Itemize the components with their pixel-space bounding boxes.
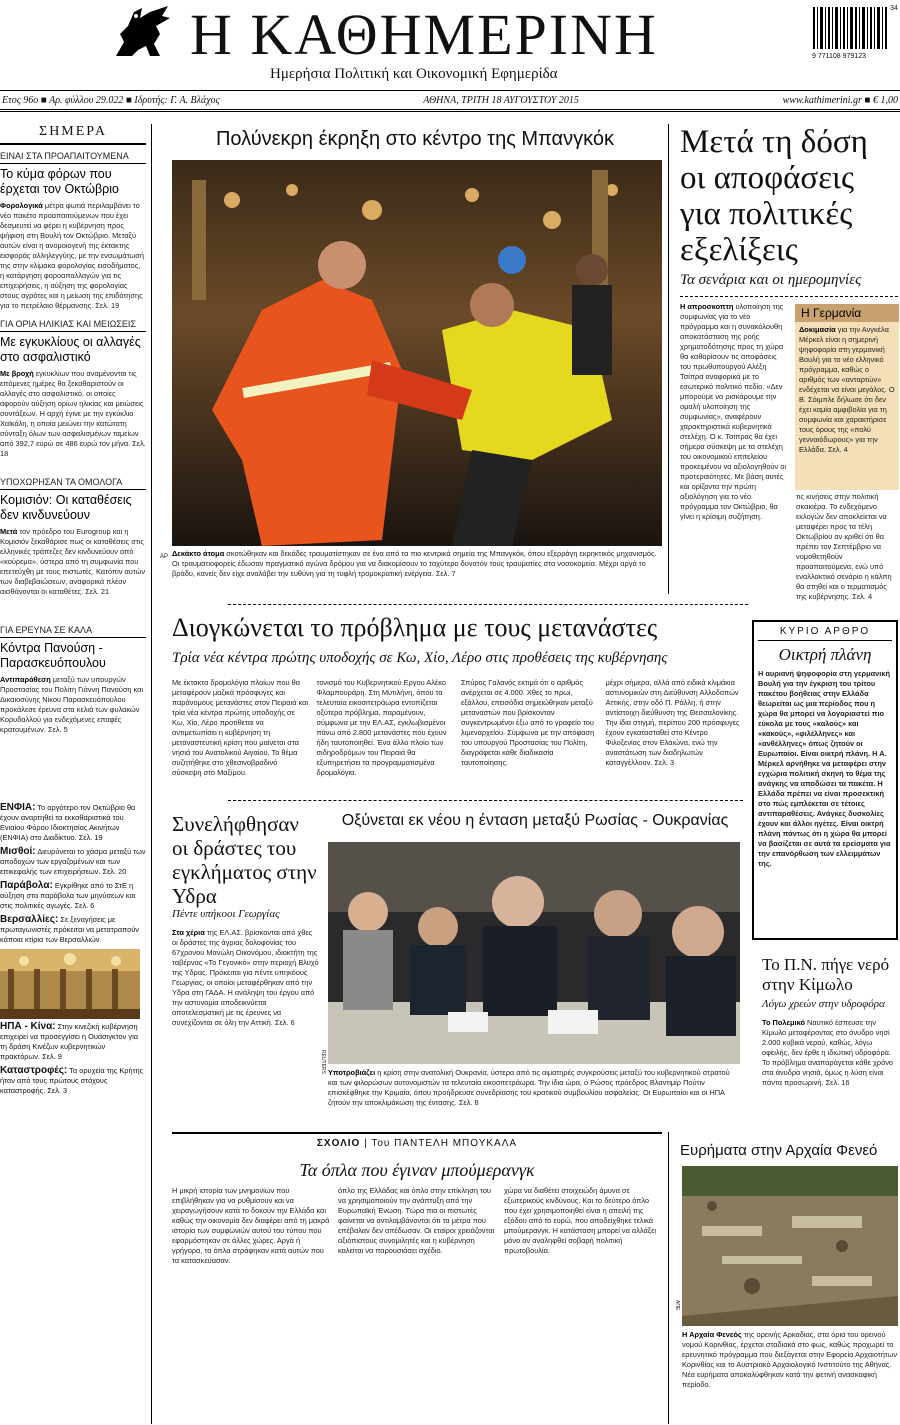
right-body-tail: τις κινήσεις στην πολιτική σκακιέρα. Το ενδεχόμενο εκλογών δεν αποκλείεται να μεταφέρει προς τα τέλη Οκτωβρίου αν κριθεί ότι θα πρέπει τον Σεπτέμβριο να νομοθετηθούν προαπαιτούμενα, ενώ υπό εναλλακτικό σενάριο η κάλπη θα στηθεί και ο τερματισμός της κυβέρνησης. Σελ. 4 xyxy=(796,492,892,601)
russia-caption-lead: Υποτροβιάζει xyxy=(328,1068,376,1077)
russia-photo xyxy=(328,842,740,1064)
brief-lead: Παράβολα: xyxy=(0,880,53,891)
russia-caption-body: η κρίση στην ανατολική Ουκρανία, ύστερα από τις αιματηρές συγκρούσεις μεταξύ του κυβερνητικού στρατού και των φιλορώσων αυτονομιστών τα τελευταία εικοσιτετράωρα. Την ίδια ώρα, ο Ρώσος πρόεδρος Βλαντιμίρ Πούτιν επισκέφθηκε την Κριμαία, όπου προήδρευσε συνεδρίασης του κρατικού συμβουλίου ασφαλείας. Οι Ευρωπαίοι και οι ΗΠΑ ζητούν την αποκλιμάκωση της έντασης. Σελ. 8 xyxy=(328,1068,730,1107)
sidebar-brief xyxy=(0,847,146,877)
navy-lead: Το Πολεμικό xyxy=(762,1018,805,1027)
sidebar-today xyxy=(0,124,146,1424)
issue-bar xyxy=(0,90,900,112)
sidebar-kicker: ΕΙΝΑΙ ΣΤΑ ΠΡΟΑΠΑΙΤΟΥΜΕΝΑ xyxy=(0,151,146,164)
right-lead: Η απροσκοπτη xyxy=(680,302,734,311)
issue-info: Ετος 96ο ■ Αρ. φύλλου 29.022 ■ Ιδρυτής: Γ. Α. Βλάχος xyxy=(2,94,220,106)
column-divider xyxy=(151,124,152,1424)
column-text: Η μικρή ιστορία των μνημονίων που επιβλήθηκαν για να ρυθμίσουν και να χειραγωγήσουν κατά το δοκούν την Ελλάδα και καθώς την οικονομία δεν διαφέρει από τη μακρά ιστορία των συμφωνιών αυτού του τύπου που εφαρμόστηκαν σε άλλες χώρες. Αργά ή γρήγορα, τα όπλα στράφηκαν κατά αυτών που τα κατασκεύασαν. xyxy=(172,1186,330,1265)
archaeology-body xyxy=(682,1330,898,1422)
column-headline: Τα όπλα που έγιναν μπούμερανγκ xyxy=(299,1160,535,1180)
brief-lead: ΗΠΑ - Κίνα: xyxy=(0,1021,56,1032)
brief-body: Το αργότερο τον Οκτώβριο θα έχουν αναρτηθεί τα εκκαθαριστικά του Ενιαίου Φόρου Ιδιοκτησίας Ακινήτων (ΕΝΦΙΑ) στο Διαδίκτυο. Σελ. 19 xyxy=(0,803,136,842)
right-headline: Μετά τη δόση οι αποφάσεις για πολιτικές εξελίξεις xyxy=(680,124,868,268)
editorial-body: Η αυριανή ψηφοφορία στη γερμανική Βουλή για την έγκριση του τρίτου πακέτου βοήθειας στην Ελλάδα θεωρείται ως μια περίοδος που η χώρα θα μπορεί να λογαριαστεί πιο εύκολα με τους «καλούς» και «κακούς», «φιλέλληνες» και «ανθέλληνες» όπως ζητούν οι Ευρωπαίοι. Είναι οικτρή πλάνη. Η Α. Μέρκελ αρνήθηκε να μεταφέρει στην εγχώρια πολιτική σκηνή το θέμα της ανάγκης να αποδώσει τα πακέτα. Η Ελλάδα πρέπει να είναι προσεκτική στο πώς εμπλέκεται σε τέτοιες αντιπαραθέσεις. Ανάγκες δυσκολίες έχουν και άλλοι ηγέτες. Είναι οικτρή πλάνη πάντως ότι η χώρα θα μπορεί να βασίζεται σε αυτά τα ερείσματα για την επανόρθωση των ελλειμμάτων της. xyxy=(758,669,891,868)
photo-credit: AP xyxy=(160,554,169,560)
right-body xyxy=(680,302,788,592)
brief-lead: ΕΝΦΙΑ: xyxy=(0,802,36,813)
sidebar-story xyxy=(0,319,146,471)
germany-box-body xyxy=(795,322,899,482)
sidebar-kicker: ΓΙΑ ΕΡΕΥΝΑ ΣΕ ΚΑΛΑ xyxy=(0,625,146,638)
caption-lead: Δεκάκτο άτομα xyxy=(172,549,225,558)
sidebar-body: τον πρόεδρο του Eurogroup και η Κομισιόν ξεκαθάρισε πως οι καταθέσεις στις ελληνικές τράπεζες δεν κινδυνεύουν από «κούρεμα», ύστερα από τη συμφωνία που επετεύχθη με τους πιστωτές. Κατόπιν αυτών των διαβεβαιώσεων, αναφορικά πλέον αισθάνονται οι καταθέτες. Σελ. 21 xyxy=(0,527,146,596)
brief-body: Σε ξεναγήσεις με πρωταγωνιστές πρόκειται να μετατραπούν κάποια κτίρια των Βερσαλλιών. xyxy=(0,915,139,944)
issue-date: ΑΘΗΝΑ, ΤΡΙΤΗ 18 ΑΥΓΟΥΣΤΟΥ 2015 xyxy=(423,94,579,106)
column-body xyxy=(172,1186,662,1422)
sidebar-lead: Μετά xyxy=(0,527,18,536)
sidebar-story xyxy=(0,477,146,619)
newspaper-subtitle: Ημερήσια Πολιτική και Οικονομική Εφημερίδα xyxy=(270,66,558,82)
sidebar-title: Το κύμα φόρων που έρχεται τον Οκτώβριο xyxy=(0,167,120,196)
section-rule xyxy=(172,1132,662,1134)
column-byline xyxy=(172,1138,662,1149)
migrants-headline: Διογκώνεται το πρόβλημα με τους μετανάστες xyxy=(172,613,658,642)
column-sep: | xyxy=(364,1138,372,1149)
archaeology-headline: Ευρήματα στην Αρχαία Φενεό xyxy=(680,1142,878,1159)
section-rule xyxy=(680,296,898,297)
russia-headline: Οξύνεται εκ νέου η ένταση μεταξύ Ρωσίας - Ουκρανίας xyxy=(341,812,729,829)
brief-body: Στην κινεζική κυβέρνηση επιχειρεί να προσεγγίσει η Ουάσιγκτον για τη δράση Κινέζων κυβερνητικών πρακτόρων. Σελ. 9 xyxy=(0,1022,139,1061)
germany-box-title: Η Γερμανία xyxy=(795,304,899,322)
brief-body: Τα ορυχεία της Κρήτης ήταν από τους πρώτους στόχους καταστροφής. Σελ. 3 xyxy=(0,1066,144,1095)
brief-body: Εγκρίθηκε από το ΣτΕ η αύξηση στα παράβολα των μηνύσεων και στις πολιτικές αγωγές. Σελ. 6 xyxy=(0,881,136,910)
sidebar-body: μέτρα φωτιά περιλαμβάνει το νέο πακέτο προαπαιτούμενων που έχει δεσμευτεί να φέρει η κυβέρνηση προς ψήφιση στη Βουλή τον Οκτώβριο. Μεταξύ αυτών είναι η ανομοιογενή της έκτακτης εισφοράς αλληλεγγύης, με την ενσωμάτωσή της στην κλίμακα φορολογίας εισοδήματος, η κατάργηση φοροαπαλλαγών για τις επιχειρήσεις, η αύξηση της φορολογίας στους αγρότες και η μείωση της επιδότησης για το πετρέλαιο θέρμανσης. Σελ. 19 xyxy=(0,201,144,310)
archaeology-photo xyxy=(682,1166,898,1326)
barcode xyxy=(812,5,900,65)
brief-body: Διευρύνεται το χάσμα μεταξύ των αποδοχών των εργαζομένων και των επικεφαλής των επιχειρήσεων. Σελ. 20 xyxy=(0,847,146,876)
lead-caption xyxy=(172,549,662,591)
archaeology-lead: Η Αρχαία Φενεός xyxy=(682,1330,742,1339)
germany-box xyxy=(795,304,899,490)
brief-lead: Καταστροφές: xyxy=(0,1065,68,1076)
sidebar-title: Κομισιόν: Οι καταθέσεις δεν κινδυνεύουν xyxy=(0,493,132,522)
navy-subhead: Λόγω χρεών στην υδροφόρα xyxy=(762,998,885,1010)
right-subhead: Τα σενάρια και οι ημερομηνίες xyxy=(680,272,862,288)
sidebar-lead: Με βροχή xyxy=(0,369,34,378)
archaeology-body-text: της ορεινής Αρκαδίας, στα όρια του ορεινού νομού Κορινθίας, έρχεται σταδιακά στο φως, καθώς προχωρεί το ερευνητικό πρόγραμμα που διεξάγεται στην Εφορεία Αρχαιοτήτων Κορινθίας και το Αυστριακό Αρχαιολογικό Ινστιτούτο της Αθήνας. Νέα ευρήματα αποκαλύφθηκαν κατά την φετινή ανασκαφική περίοδο. xyxy=(682,1330,898,1389)
sidebar-brief xyxy=(0,915,146,945)
column-text: όπλο της Ελλάδας και όπλο στην επίκληση του να χρησιμοποιούν την ανάπτυξη από την Ευρωπαϊκή Ένωση. Τώρα πια οι πιστωτές φαίνεται να αντιλαμβάνονται ότι τα μέτρα που επέβαλαν δεν απέδωσαν. Οι εταίροι χρειάζονται αξιόπιστους συνομιλητές και η κυβέρνηση καλείται να παρουσιάσει σχέδιο. xyxy=(338,1186,495,1255)
issue-website-price: www.kathimerini.gr ■ € 1,00 xyxy=(782,94,898,106)
germany-lead: Δοκιμασία xyxy=(799,325,836,334)
sidebar-story xyxy=(0,151,146,313)
migrants-column: Σπύρος Γαλανός εκτιμά ότι ο αριθμός ανέρχεται σε 4.000. Χθες το πρωί, εξάλλου, επεισόδια σημειώθηκαν μεταξύ μεταναστών που βρίσκονταν συγκεντρωμένοι έξω από το γραφείο του λιμεναρχείου. Σύμφωνα με την απόφαση του υπουργού Προστασίας του Πολίτη, διαγράφεται κάθε διαδικασία ταυτοποίησης. xyxy=(461,678,595,767)
barcode-number: 9 771108 979123 xyxy=(812,53,866,60)
russia-caption xyxy=(328,1068,740,1120)
newspaper-title: Η ΚΑΘΗΜΕΡΙΝΗ xyxy=(190,2,658,67)
hydra-body xyxy=(172,928,320,1118)
russia-photo-credit: REUTERS xyxy=(320,1050,326,1074)
migrants-body xyxy=(172,678,742,790)
navy-body xyxy=(762,1018,898,1120)
bangkok-photo xyxy=(172,160,662,546)
sidebar-brief xyxy=(0,1066,146,1096)
migrants-column: Με έκτακτα δρομολόγια πλοίων που θα μεταφέρουν μαζικά πρόσφυγες και παράνομους μετανάστες στον Πειραιά και τρία νέα κέντρα πρώτης υποδοχής σε Κω, Χίο, Λέρο προτίθεται να αντιμετωπίσει η κυβέρνηση τη μεταναστευτική κρίση που μαίνεται στα νησιά του Ανατολικού Αιγαίου. Το θέμα συζητήθηκε στο χθεσινοβραδινό σύσκεψη στο Μαξίμου. xyxy=(172,678,309,777)
archaeology-photo-credit: ΑΠΕ xyxy=(674,1300,680,1311)
sidebar-title: Κόντρα Πανούση - Παρασκευόπουλου xyxy=(0,641,106,670)
editorial-kicker: ΚΥΡΙΟ ΑΡΘΡΟ xyxy=(758,626,892,641)
brief-lead: Μισθοί: xyxy=(0,846,36,857)
sidebar-brief xyxy=(0,803,146,843)
sidebar-kicker: ΓΙΑ ΟΡΙΑ ΗΛΙΚΙΑΣ ΚΑΙ ΜΕΙΩΣΕΙΣ xyxy=(0,319,146,332)
migrants-column: μέχρι σήμερα, αλλά από ειδικά κλιμάκια αστυνομικών στη Διεύθυνση Αλλοδαπών Αττικής, στην οδό Π. Ράλλη, ή στην αντίστοιχη διεύθυνση της Θεσσαλονίκης. Την ίδια στιγμή, περίπου 200 πρόσφυγες έχουν εγκατασταθεί στο Κέντρο Φιλοξενίας στον Ελαιώνα, ενώ την αναστάτωση των διαδηλωτών καταγγέλλουν. Σελ. 3 xyxy=(605,678,740,767)
germany-body-text: για την Ανγκέλα Μέρκελ είναι η σημερινή ψηφοφορία στη γερμανική Βουλή για το νέο ελληνικό πρόγραμμα, καθώς ο αριθμός των «ανταρτών» ενδέχεται να είναι μεγάλος. Ο Β. Σόιμπλε δήλωσε ότι δεν έχει καμία αμφιβολία για τη συμφωνία και χαρακτήρισε τους όρους της «πολύ γενναιόδωρους» για την Ελλάδα. Σελ. 4 xyxy=(799,325,895,454)
sidebar-lead: Φορολογικά xyxy=(0,201,43,210)
migrants-column: τονισμό του Κυβερνητικού Εργου Αλέκο Φλαμπουράρη. Στη Μυτιλήνη, όπου τα τελευταία εικοσιτετράωρα εντοπίζεται οξύτερο πρόβλημα, παραμένουν, σύμφωνα με την ΕΛ.ΑΣ, εγκλωβισμένοι πάνω από 2.800 μετανάστες που έχουν ήδη ταυτοποιηθεί. Ένα άλλο πλοίο των σιδηροδρόμων του Πειραιά θα εξυπηρετήσει τα προγραμματισμένα δρομολόγια. xyxy=(316,678,447,777)
navy-body-text: Ναυτικό έσπευσε την Κίμωλο μεταφέροντας στο άνυδρο νησί 2.000 κυβικά νερού, καθώς, λόγω οφειλής, δεν έρθε η ιδιωτική υδροφόρα. Το πρόβλημα αναπαράγεται κάθε χρόνο στα άνυδρα νησιά, όμως η λύση είναι πάντα προσωρινή. Σελ. 16 xyxy=(762,1018,894,1087)
versailles-photo xyxy=(0,949,140,1019)
sidebar-body: μεταξύ των υπουργών Προστασίας του Πολίτη Γιάννη Πανούση και Δικαιοσύνης Νίκου Παρασκευόπουλου προκάλεσε έρευνα στα κελιά των φυλακών Κορυδαλλού για ενδεχόμενες επαφές κρατουμένων. Σελ. 5 xyxy=(0,675,144,734)
brief-lead: Βερσαλλίες: xyxy=(0,914,59,925)
section-rule xyxy=(228,800,743,801)
column-divider xyxy=(668,1132,669,1424)
hydra-lead: Στα χέρια xyxy=(172,928,205,937)
sidebar-story xyxy=(0,625,146,797)
hydra-subhead: Πέντε υπήκοοι Γεωργίας xyxy=(172,908,280,920)
lead-headline: Πολύνεκρη έκρηξη στο κέντρο της Μπανγκόκ xyxy=(215,128,615,150)
hydra-body-text: της ΕΛ.ΑΣ. βρίσκονται από χθες οι δράστες της άγριας δολοφονίας του 67χρονου Μανώλη Οικονόμου, ιδιοκτήτη της ταβέρνας «Το Γεγονικό» στην περιοχή Βλυχό της Υδρας. Πρόκειται για πέντε υπηκόους Γεωργίας, οι οποίοι μεταφέρθηκαν από την Υδρα στη ΓΑΔΑ. Η ανάληψη του έργου από την αστυνομία αποδεικνύεται αποτελεσματική με τις έρευνες να συνεχίζονται σε όλη την Αττική. Σελ. 6 xyxy=(172,928,319,1027)
editorial-box xyxy=(752,620,898,940)
section-rule xyxy=(228,604,748,605)
navy-headline: Το Π.Ν. πήγε νερό στην Κίμωλο xyxy=(762,955,890,994)
column-kicker: ΣΧΟΛΙΟ xyxy=(316,1138,361,1149)
barcode-issue: 34 xyxy=(890,5,898,12)
sidebar-brief xyxy=(0,1022,146,1062)
column-divider xyxy=(668,124,669,594)
editorial-headline: Οικτρή πλάνη xyxy=(778,645,872,664)
migrants-subhead: Τρία νέα κέντρα πρώτης υποδοχής σε Κω, Χίο, Λέρο στις προθέσεις της κυβέρνησης xyxy=(172,650,668,666)
hydra-headline: Συνελήφθησαν οι δράστες του εγκλήματος στην Υδρα xyxy=(172,812,317,908)
sidebar-heading: ΣΗΜΕΡΑ xyxy=(0,124,146,145)
sidebar-brief xyxy=(0,881,146,911)
griffin-logo-icon xyxy=(110,4,174,62)
sidebar-body: εγκυκλίων που αναμένονται τις επόμενες ημέρες θα ξεκαθαριστούν οι αλλαγές στο ασφαλιστικό, οι οποίες αφορούν αύξηση ορίων ηλικίας και μειώσεις συντάξεων. Η αρχή έγινε με την εγκύκλιο Χαϊκάλη, η οποία μειώνει την κατώτατη σύνταξη όλων των ασφαλισμένων ταμείων από 392,7 ευρώ σε 486 ευρώ τον μήνα. Σελ. 18 xyxy=(0,369,146,458)
right-body-text: υλοποίηση της συμφωνίας για το νέο πρόγραμμα και η συνακόλουθη αποκατάσταση της ροής χρηματοδότησης προς τη χώρα θα καθορίσουν τις αποφάσεις του πρωθυπουργού Αλέξη Τσίπρα αναφορικά με το εσωτερικό πολιτικό πεδίο. «Δεν μπορούμε να ρισκάρουμε την ομαλή υλοποίηση της συμφωνίας», αναφέρουν χαρακτηριστικά κυβερνητικά στελέχη. Ο κ. Τσίπρας θα έχει σήμερα σύσκεψη με τα στελέχη του οικονομικού επιτελείου προκειμένου να αξιολογηθούν οι προτεραιότητες. Με βάση αυτές και ορίζοντα την πρώτη αξιολόγηση για το νέο πρόγραμμα τον Οκτώβριο, θα γίνει η κρίσιμη συζήτηση. xyxy=(680,302,786,521)
sidebar-kicker: ΥΠΟΧΩΡΗΣΑΝ ΤΑ ΟΜΟΛΟΓΑ xyxy=(0,477,146,490)
caption-body: σκοτώθηκαν και δεκάδες τραυματίστηκαν σε ένα από τα πιο κεντρικά σημεία της Μπανγκόκ, όπου εξερράγη εκρηκτικός μηχανισμός. Οι τραυματιοφορείς έδωσαν πραγματικό αγώνα δρόμου για να διακομίσουν το ταχύτερο δυνατόν τους τραυματίες στα νοσοκομεία. Μέχρι αργά το βράδυ, κανείς δεν είχε αναλάβει την ευθύνη για τη τυφλή τρομοκρατική ενέργεια. Σελ. 7 xyxy=(172,549,657,578)
column-text: χώρα να διαθέτει στοιχειώδη άμυνα σε εξωτερικούς κινδύνους. Και το δεύτερο όπλο που έχει χρησιμοποιηθεί είναι η απειλή της εξόδου από το ευρώ, που αποδείχθηκε τελικά μπούμερανγκ. Η κατάσταση μπορεί να αλλάξει μόνο αν αναληφθεί σοβαρή πολιτική πρωτοβουλία. xyxy=(504,1186,657,1255)
column-author: Του ΠΑΝΤΕΛΗ ΜΠΟΥΚΑΛΑ xyxy=(371,1138,518,1149)
sidebar-lead: Αντιπαράθεση xyxy=(0,675,51,684)
sidebar-title: Με εγκυκλίους οι αλλαγές στο ασφαλιστικό xyxy=(0,335,141,364)
